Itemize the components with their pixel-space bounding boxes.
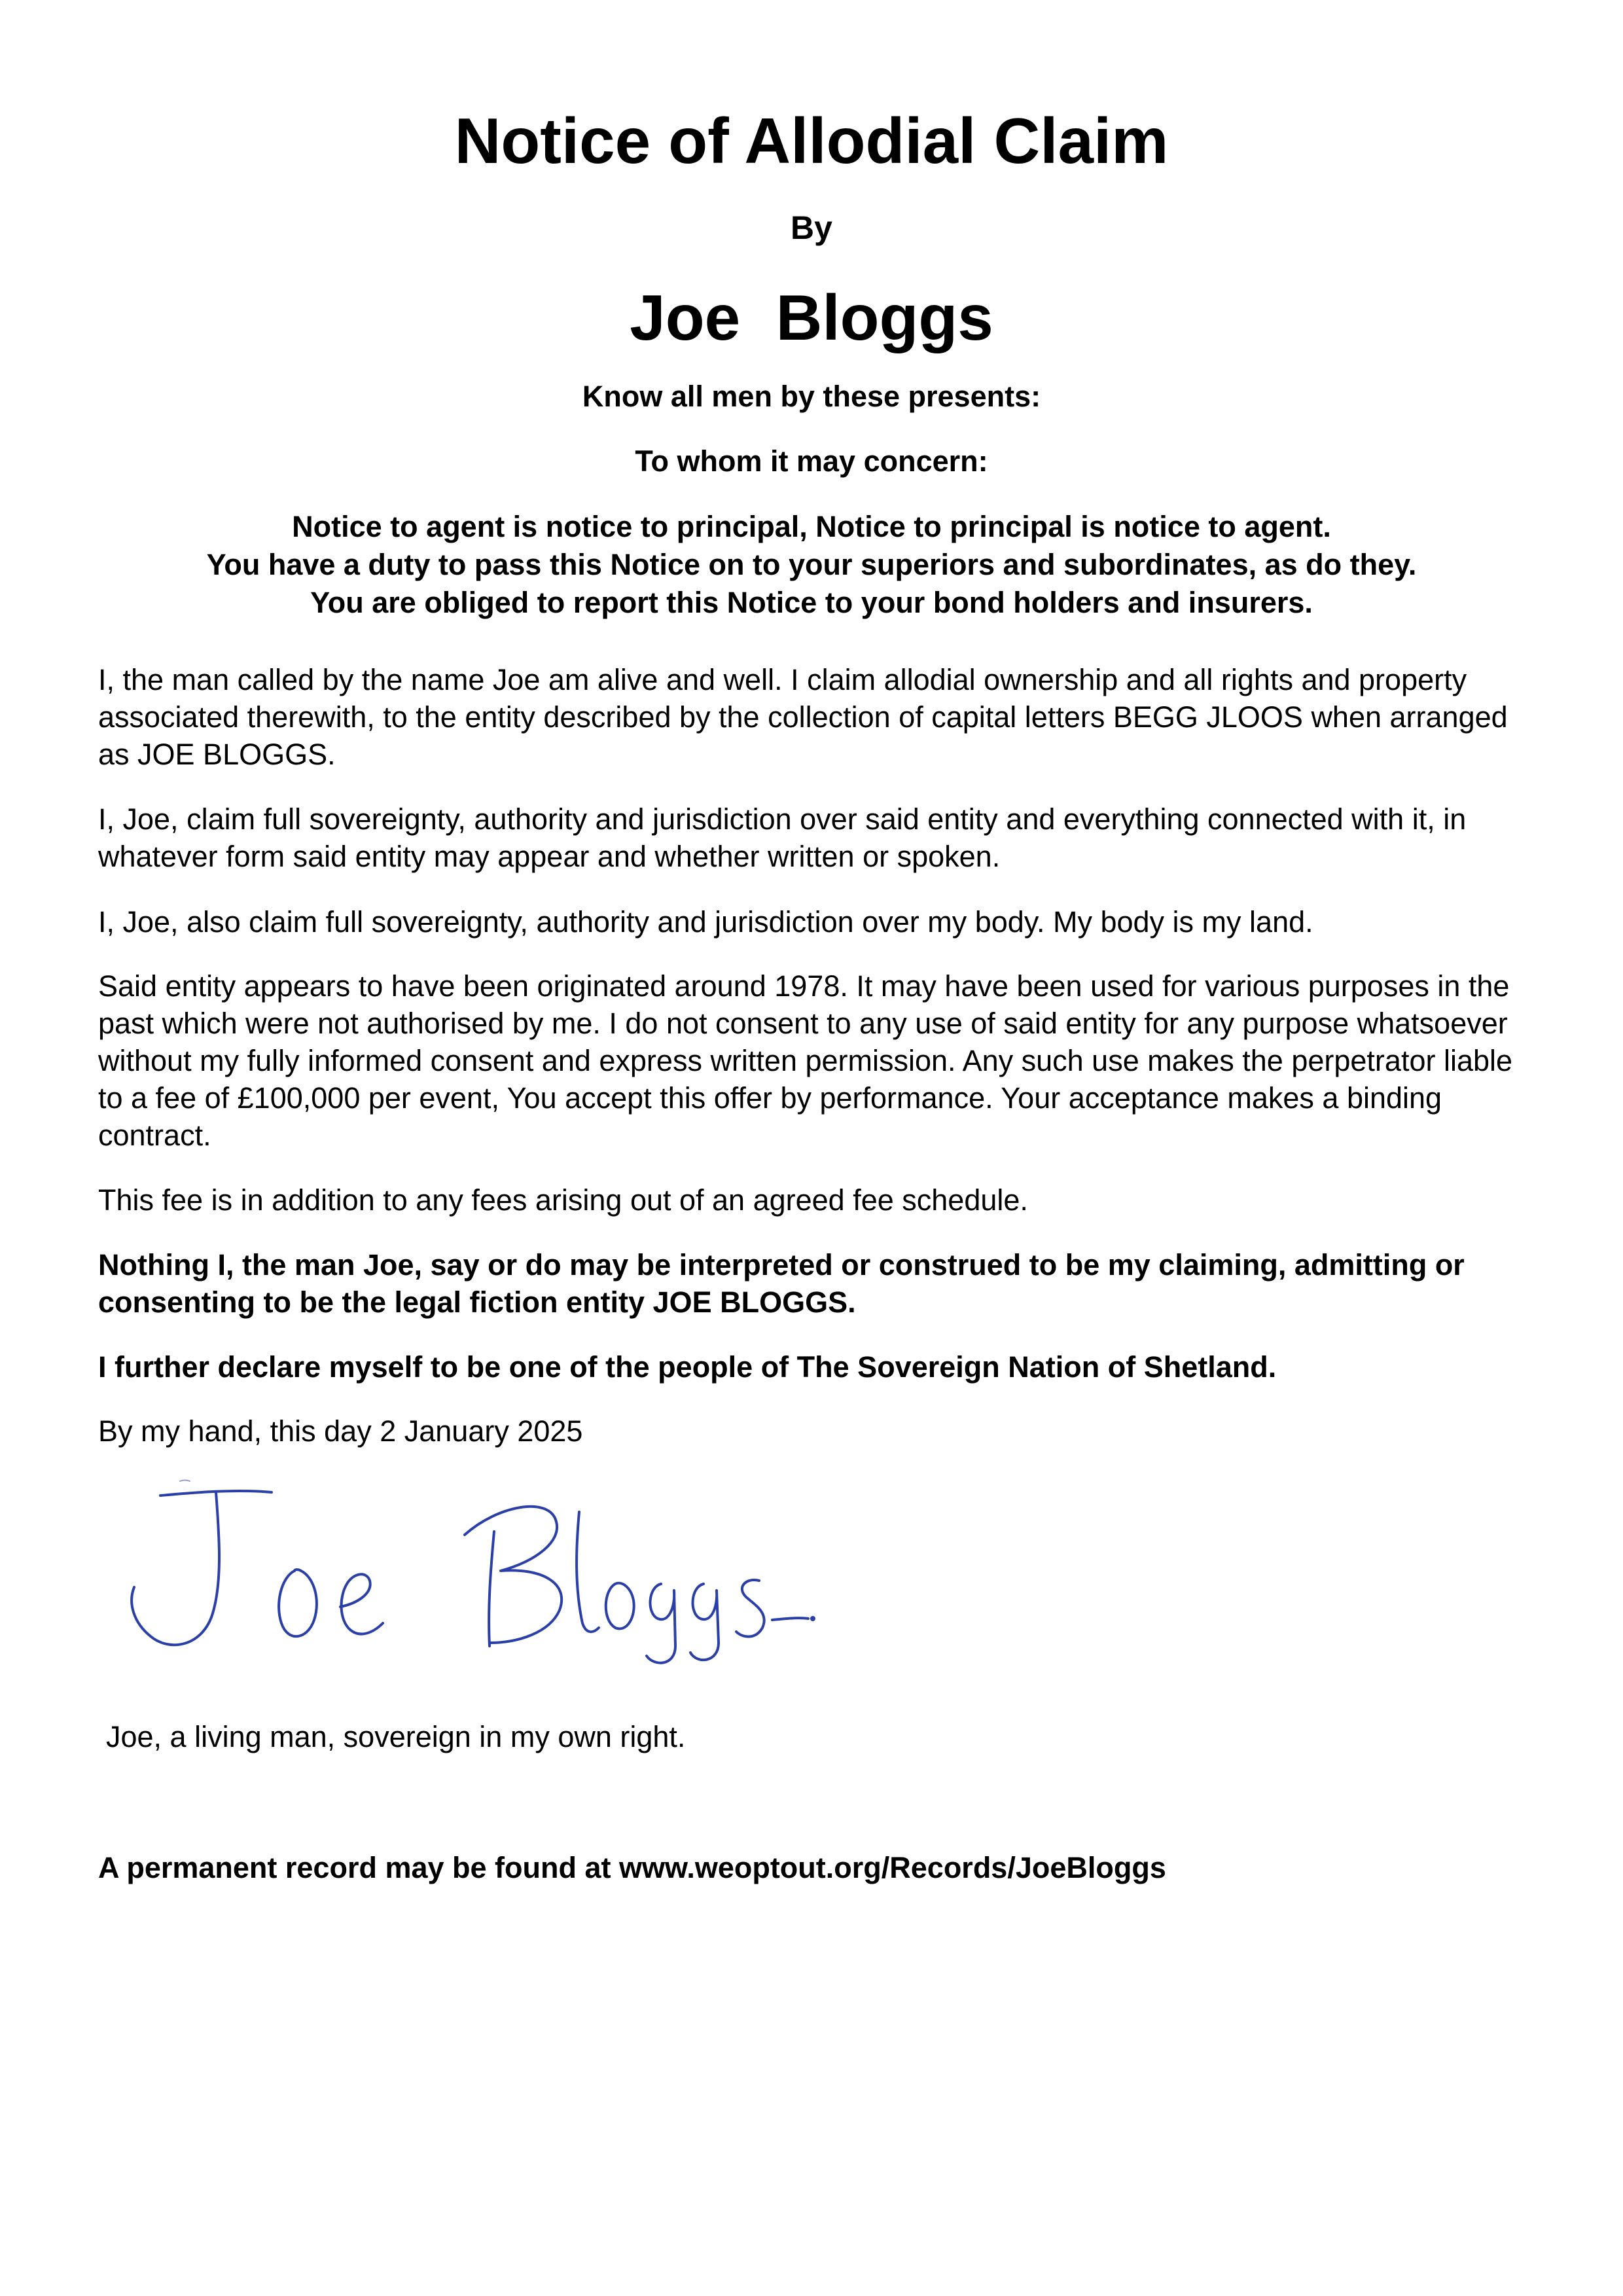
paragraph-entity-origin: Said entity appears to have been originated around 1978. It may have been used for various purposes in the past which were not authorised by me. I do not consent to any use of said entity for any purpose whatsoever without my fully informed consent and express written permission. Any such use makes the perpetrator liable to a fee of £100,000 per event, You accept this offer by performance. Your acceptance makes a binding contract. xyxy=(98,969,1513,1152)
paragraph-sovereignty-body: I, Joe, also claim full sovereignty, authority and jurisdiction over my body. My body is my land. xyxy=(98,905,1313,939)
claimant-name: Joe Bloggs xyxy=(630,281,993,353)
notice-block xyxy=(0,508,1623,622)
paragraph-allodial-ownership: I, the man called by the name Joe am alive and well. I claim allodial ownership and all rights and property associated therewith, to the entity described by the collection of capital letters BEGG JLOOS when arranged as JOE BLOGGS. xyxy=(98,663,1508,771)
paragraph-legal-fiction: Nothing I, the man Joe, say or do may be interpreted or construed to be my claiming, admitting or consenting to be the legal fiction entity JOE BLOGGS. xyxy=(98,1248,1465,1319)
paragraph-sovereignty-entity: I, Joe, claim full sovereignty, authority and jurisdiction over said entity and everything connected with it, in whatever form said entity may appear and whether written or spoken. xyxy=(98,802,1467,873)
document-title: Notice of Allodial Claim xyxy=(454,105,1169,177)
permanent-record-line: A permanent record may be found at www.weoptout.org/Records/JoeBloggs xyxy=(98,1851,1166,1884)
paragraph-fee-schedule: This fee is in addition to any fees arising out of an agreed fee schedule. xyxy=(98,1183,1028,1217)
by-line: By xyxy=(791,209,832,246)
notice-line: You are obliged to report this Notice to your bond holders and insurers. xyxy=(310,586,1313,619)
notice-line: You have a duty to pass this Notice on to your superiors and subordinates, as do they. xyxy=(206,548,1417,581)
know-all-men-line: Know all men by these presents: xyxy=(582,380,1041,413)
signature-caption: Joe, a living man, sovereign in my own right. xyxy=(106,1720,686,1753)
to-whom-line: To whom it may concern: xyxy=(635,444,988,478)
handwritten-signature xyxy=(98,1456,831,1666)
paragraph-shetland-declaration: I further declare myself to be one of the people of The Sovereign Nation of Shetland. xyxy=(98,1350,1277,1384)
notice-line: Notice to agent is notice to principal, Notice to principal is notice to agent. xyxy=(292,510,1331,543)
paragraph-date-line: By my hand, this day 2 January 2025 xyxy=(98,1414,583,1448)
